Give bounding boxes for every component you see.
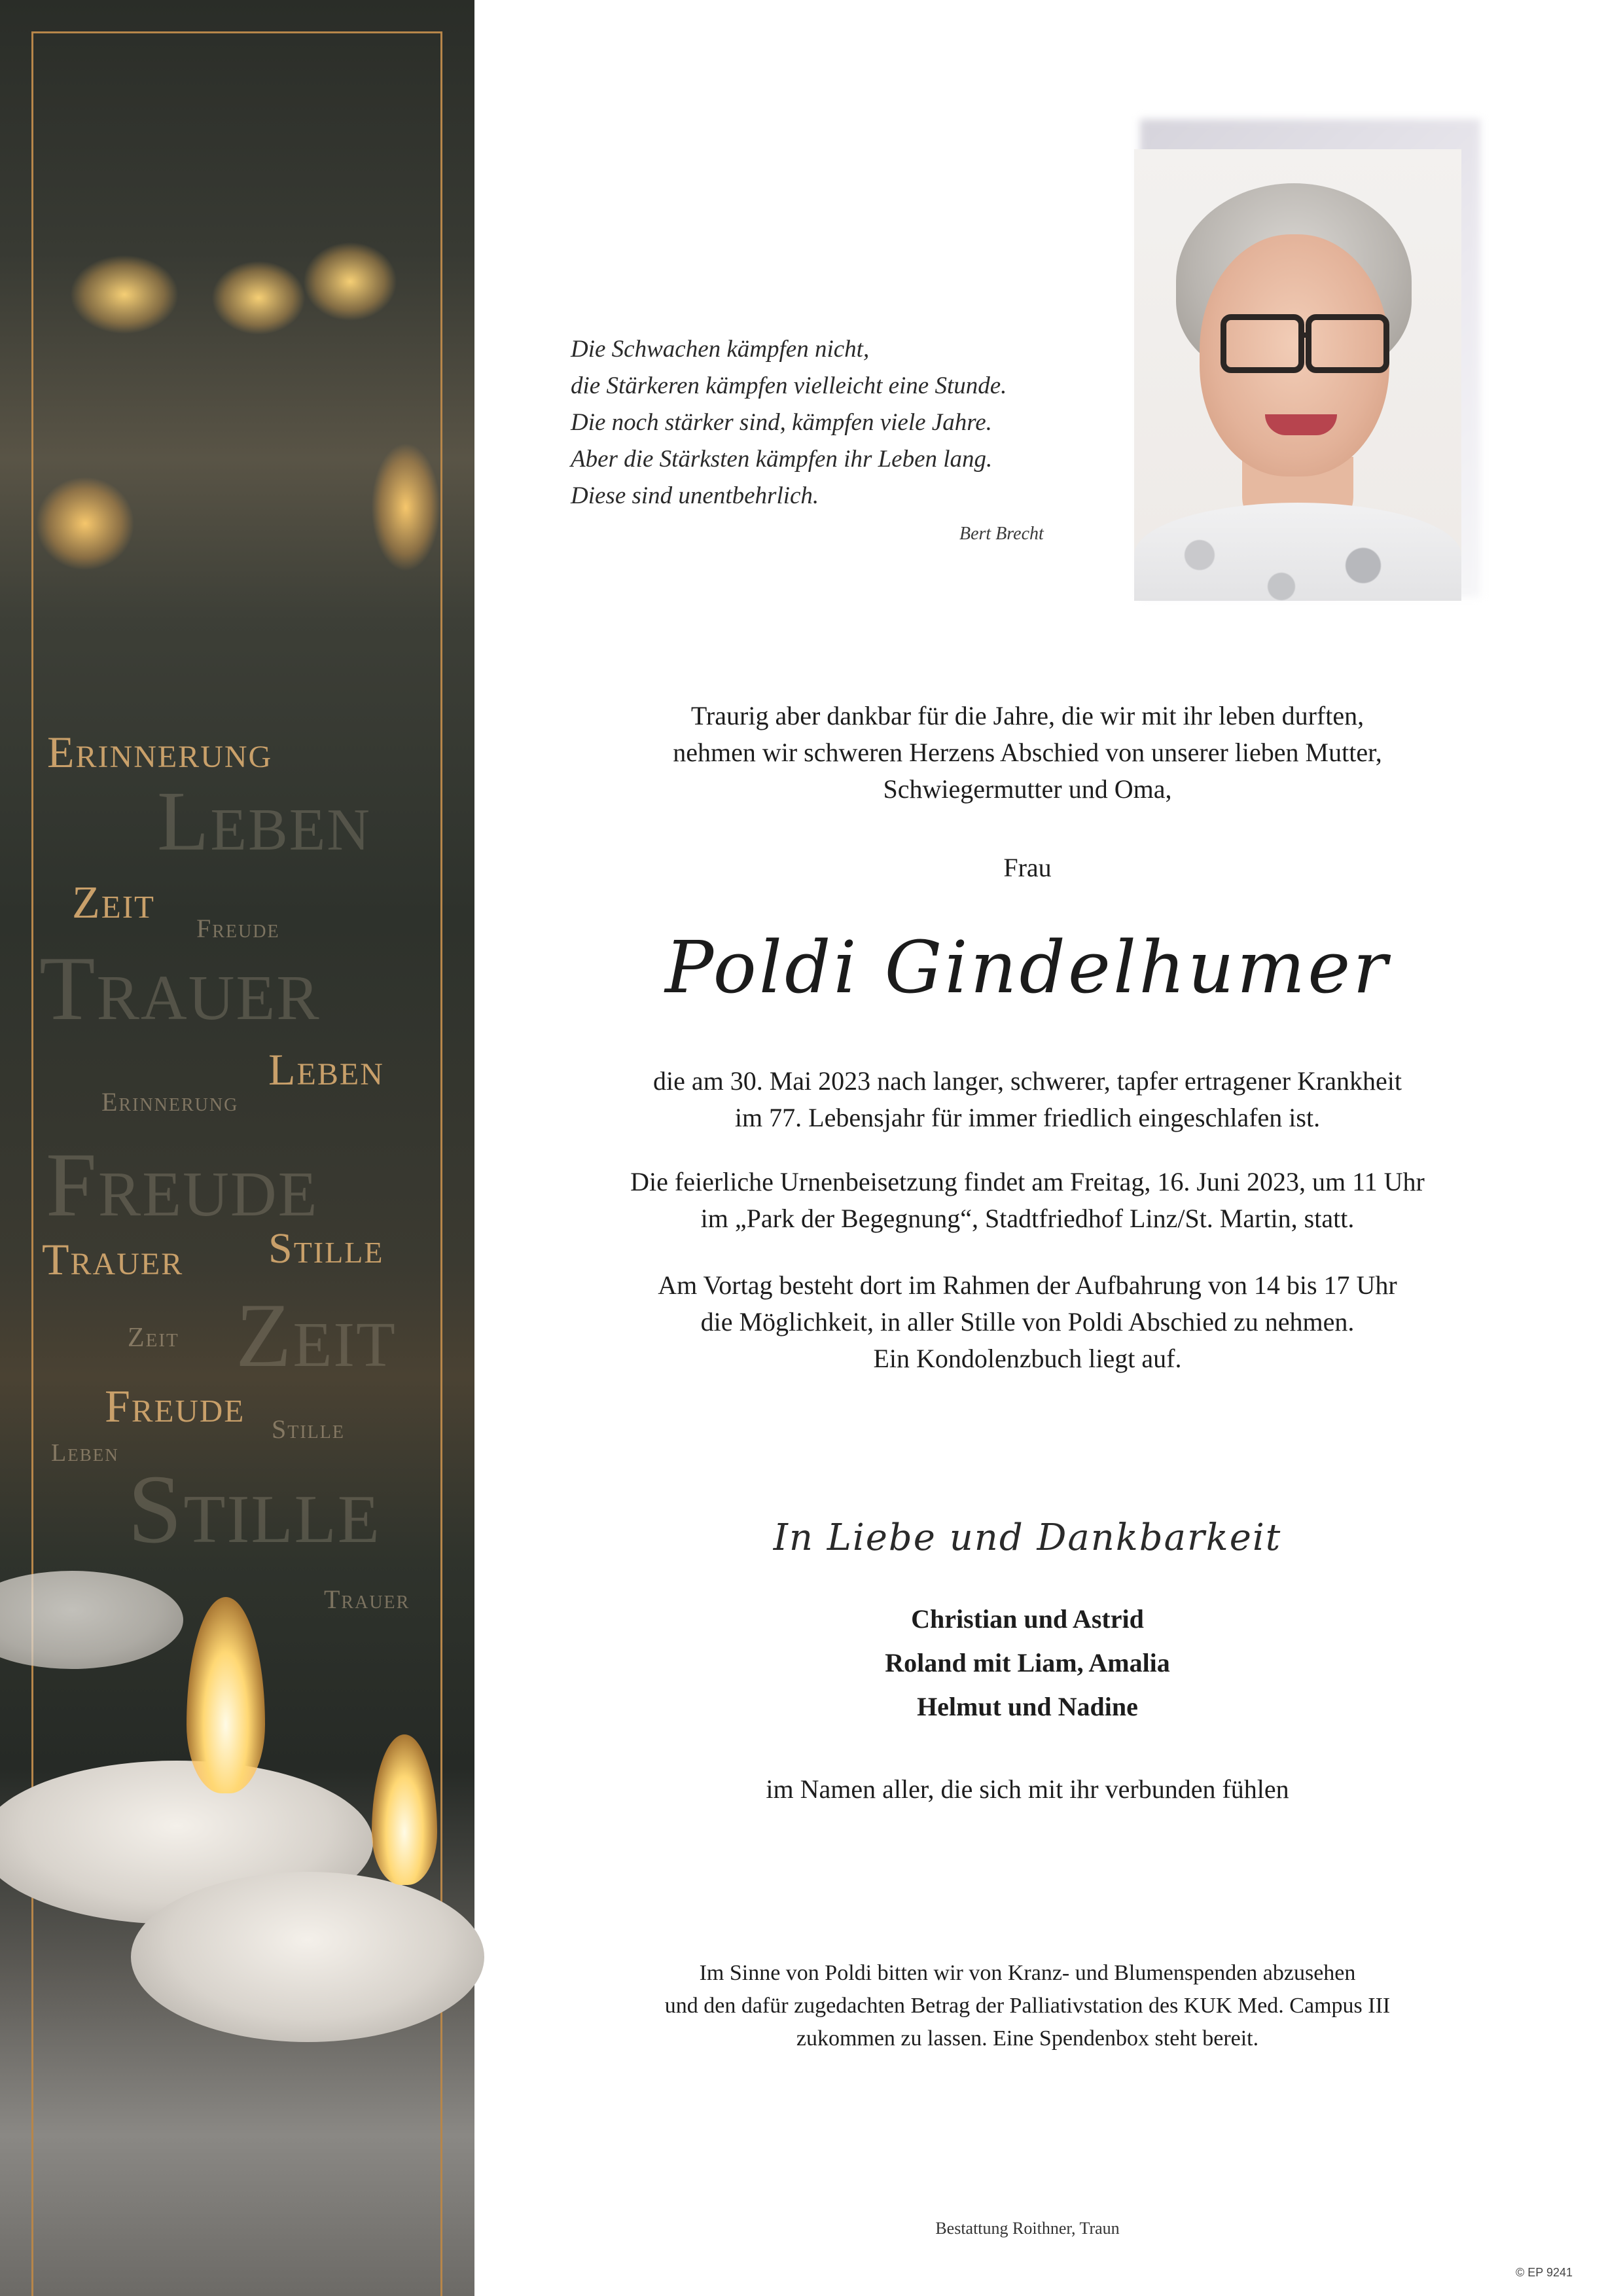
portrait-photo bbox=[1134, 149, 1461, 601]
quote-line: Diese sind unentbehrlich. bbox=[571, 482, 819, 509]
word-stille: Stille bbox=[268, 1225, 384, 1272]
family-member: Christian und Astrid bbox=[911, 1604, 1144, 1634]
word-stille-small: Stille bbox=[272, 1414, 345, 1444]
viewing-line: Ein Kondolenzbuch liegt auf. bbox=[873, 1344, 1182, 1373]
quote-line: Aber die Stärksten kämpfen ihr Leben lang. bbox=[571, 446, 993, 473]
funeral-home: Bestattung Roithner, Traun bbox=[935, 2219, 1120, 2238]
ceremony-line: im „Park der Begegnung“, Stadtfriedhof Linz/St. Martin, statt. bbox=[700, 1204, 1355, 1233]
word-trauer: Trauer bbox=[42, 1234, 184, 1284]
intro-text bbox=[510, 698, 1544, 808]
word-leben-large: Leben bbox=[157, 774, 371, 869]
viewing-line: Am Vortag besteht dort im Rahmen der Aufbahrung von 14 bis 17 Uhr bbox=[658, 1270, 1397, 1300]
donation-request bbox=[510, 1957, 1544, 2055]
viewing-line: die Möglichkeit, in aller Stille von Poldi Abschied zu nehmen. bbox=[700, 1307, 1355, 1336]
quote bbox=[571, 331, 1094, 514]
donation-line: und den dafür zugedachten Betrag der Palliativstation des KUK Med. Campus III bbox=[664, 1994, 1391, 2018]
closing-phrase: In Liebe und Dankbarkeit bbox=[773, 1516, 1282, 1559]
family-names bbox=[510, 1597, 1544, 1729]
ceremony-info bbox=[510, 1164, 1544, 1237]
word-freude: Freude bbox=[105, 1382, 245, 1432]
word-trauer-large: Trauer bbox=[39, 938, 321, 1039]
donation-line: zukommen zu lassen. Eine Spendenbox steht bereit. bbox=[796, 2026, 1259, 2051]
portrait-shirt bbox=[1134, 503, 1461, 601]
family-member: Helmut und Nadine bbox=[917, 1692, 1138, 1721]
family-member: Roland mit Liam, Amalia bbox=[885, 1648, 1170, 1677]
quote-author: Bert Brecht bbox=[959, 524, 1044, 544]
word-leben: Leben bbox=[268, 1045, 384, 1094]
word-trauer-small: Trauer bbox=[324, 1585, 410, 1614]
word-zeit-large: Zeit bbox=[236, 1285, 397, 1386]
word-erinnerung-small: Erinnerung bbox=[101, 1087, 239, 1117]
portrait-smile bbox=[1265, 414, 1337, 435]
deceased-name: Poldi Gindelhumer bbox=[665, 925, 1390, 1009]
death-notice bbox=[510, 1063, 1544, 1136]
quote-line: die Stärkeren kämpfen vielleicht eine Stunde. bbox=[571, 372, 1007, 399]
word-stille-large: Stille bbox=[128, 1455, 381, 1564]
on-behalf-line: im Namen aller, die sich mit ihr verbunden fühlen bbox=[766, 1774, 1289, 1804]
candle-large-right bbox=[131, 1872, 484, 2042]
intro-line: nehmen wir schweren Herzens Abschied von unserer lieben Mutter, bbox=[673, 738, 1382, 767]
death-notice-line: die am 30. Mai 2023 nach langer, schwerer, tapfer ertragener Krankheit bbox=[652, 1066, 1402, 1096]
viewing-info bbox=[510, 1267, 1544, 1377]
word-zeit: Zeit bbox=[72, 878, 155, 928]
portrait-glasses-right bbox=[1306, 314, 1389, 373]
quote-line: Die noch stärker sind, kämpfen viele Jahre. bbox=[571, 409, 992, 436]
word-freude-small: Freude bbox=[196, 914, 280, 943]
ceremony-line: Die feierliche Urnenbeisetzung findet am Freitag, 16. Juni 2023, um 11 Uhr bbox=[630, 1167, 1425, 1196]
product-code: © EP 9241 bbox=[1516, 2266, 1573, 2279]
donation-line: Im Sinne von Poldi bitten wir von Kranz- und Blumenspenden abzusehen bbox=[699, 1961, 1356, 1985]
word-leben-small: Leben bbox=[51, 1439, 119, 1467]
portrait-glasses-bridge bbox=[1298, 332, 1308, 338]
salutation: Frau bbox=[1003, 853, 1052, 882]
intro-line: Schwiegermutter und Oma, bbox=[883, 774, 1172, 804]
candle-panel bbox=[0, 0, 474, 2296]
portrait-glasses-left bbox=[1221, 314, 1304, 373]
word-erinnerung: Erinnerung bbox=[47, 727, 273, 777]
death-notice-line: im 77. Lebensjahr für immer friedlich eingeschlafen ist. bbox=[734, 1103, 1321, 1132]
quote-line: Die Schwachen kämpfen nicht, bbox=[571, 336, 870, 363]
word-zeit-small: Zeit bbox=[128, 1323, 179, 1353]
intro-line: Traurig aber dankbar für die Jahre, die wir mit ihr leben durften, bbox=[690, 701, 1364, 730]
word-freude-large: Freude bbox=[46, 1134, 319, 1236]
